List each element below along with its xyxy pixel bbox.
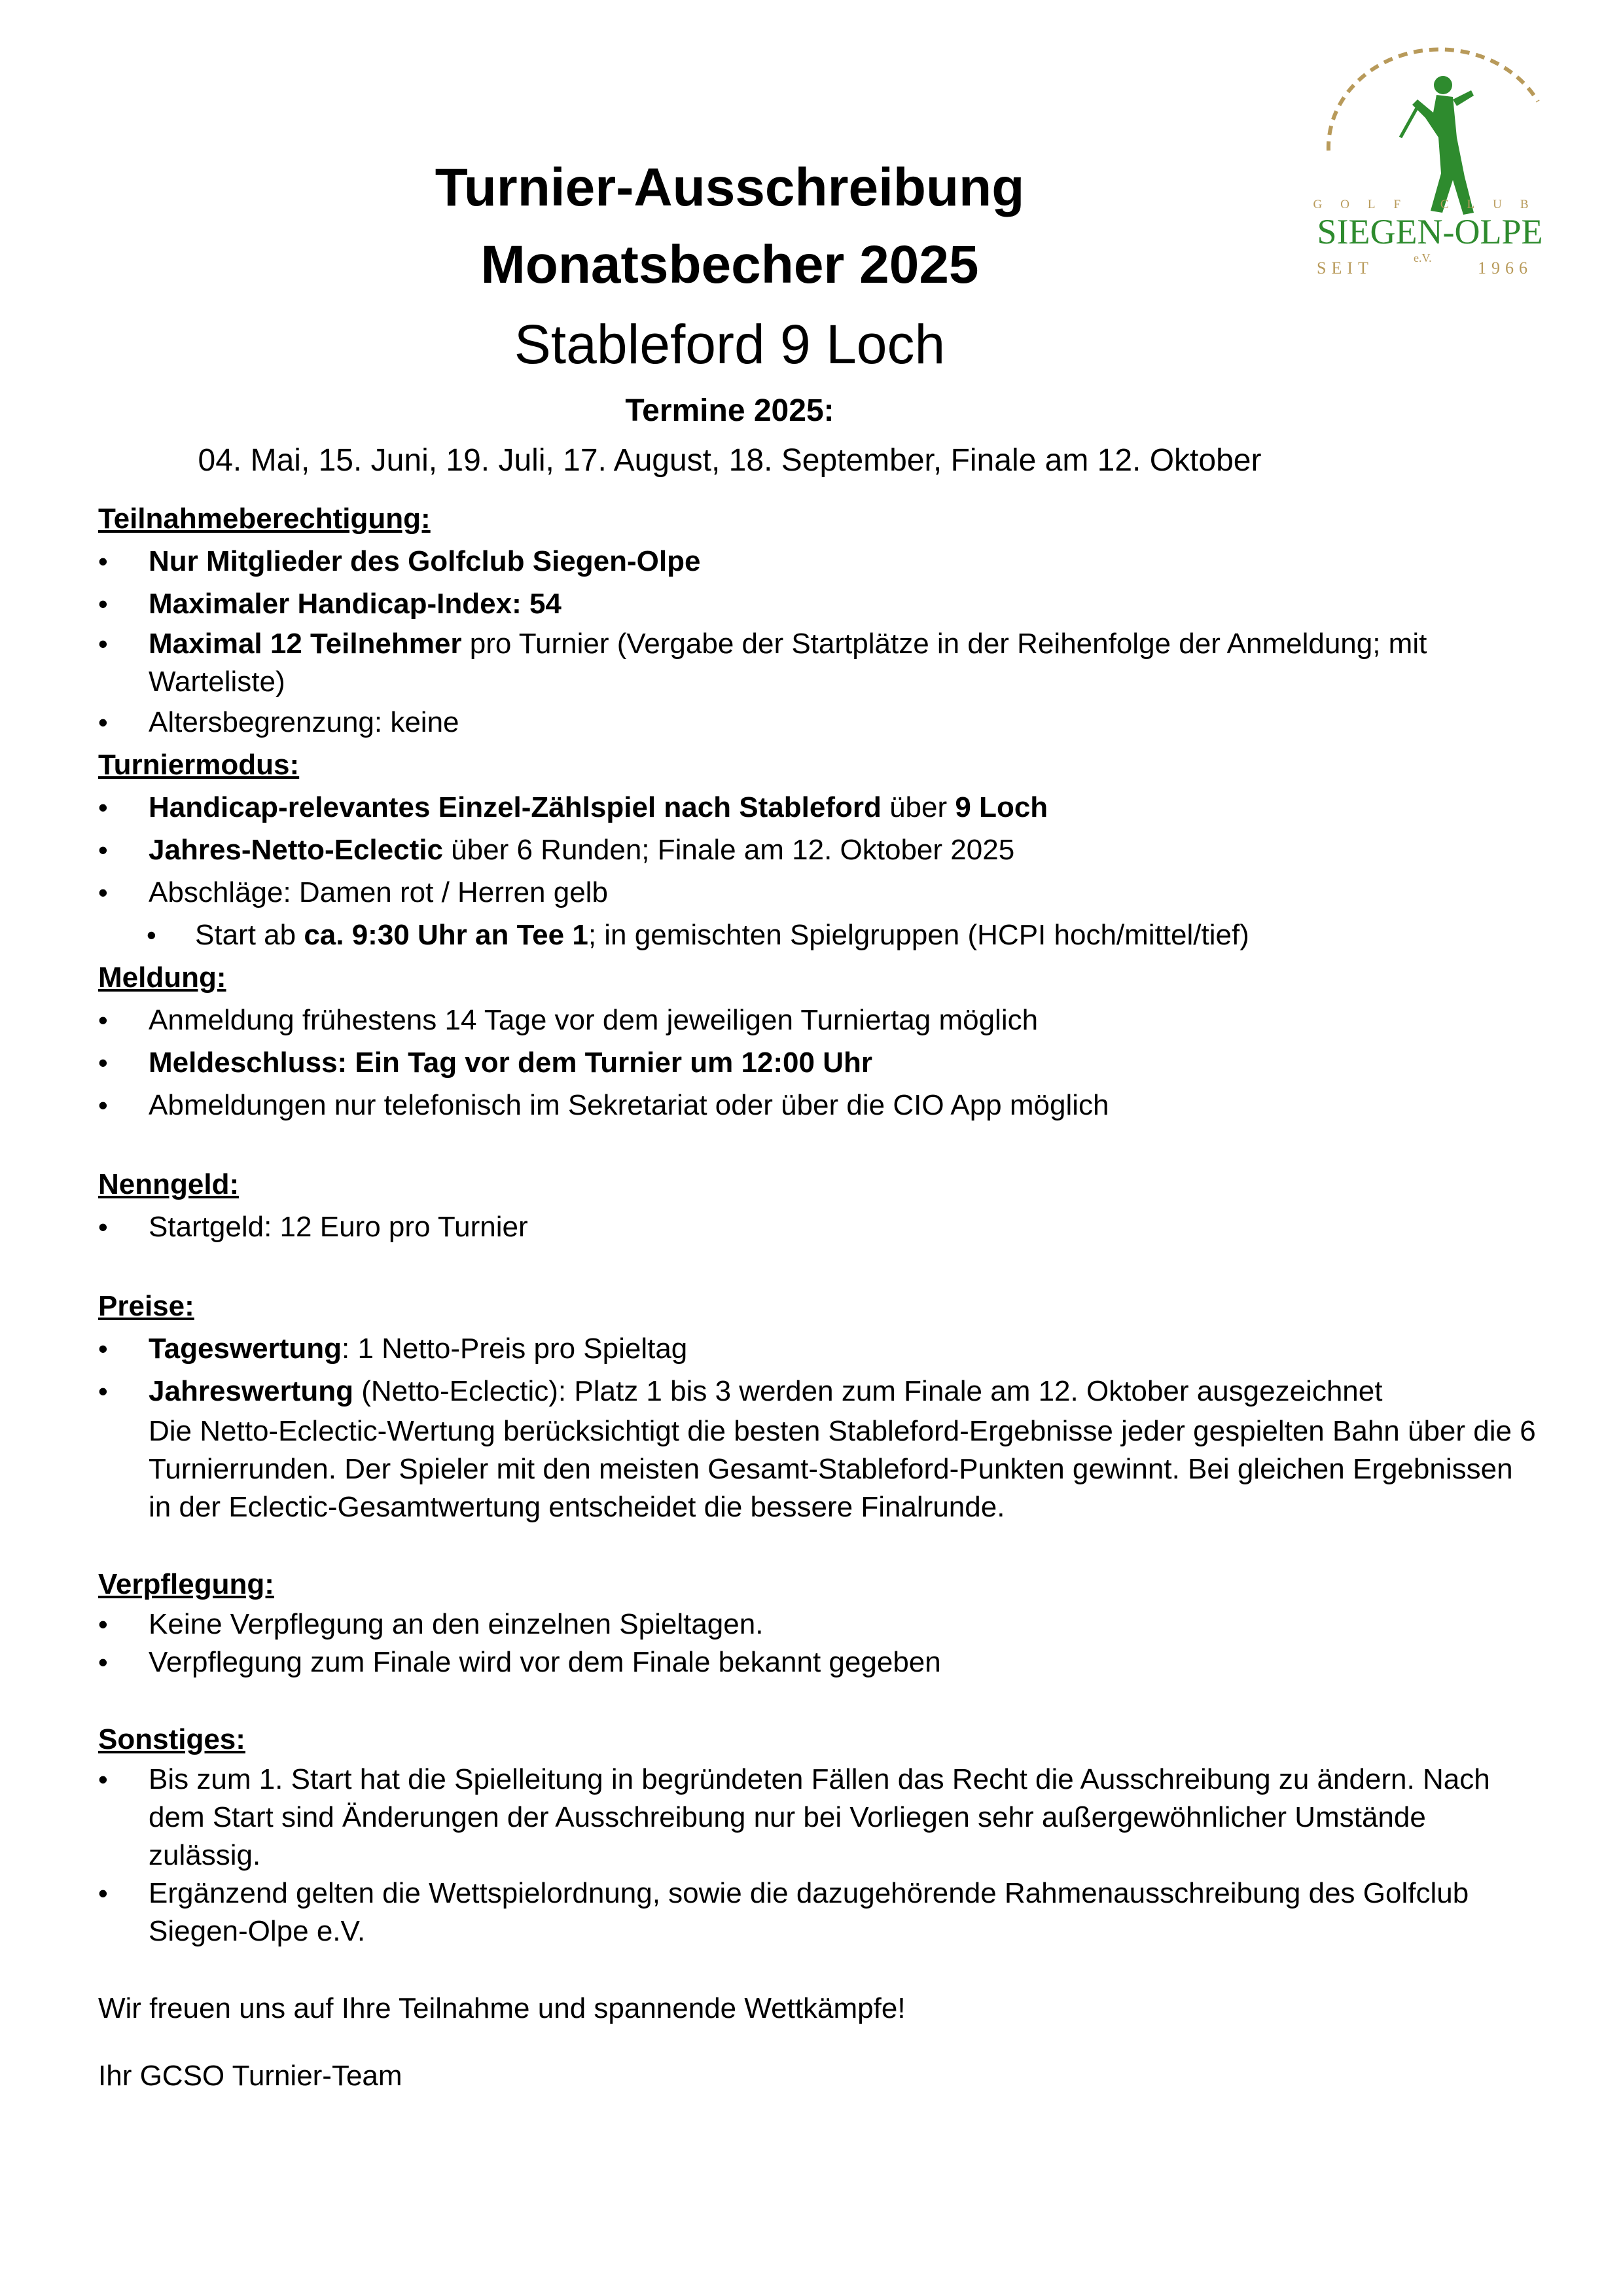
logo-ev: e.V. [1414, 251, 1432, 264]
list-nenngeld [98, 1206, 1538, 1248]
list-item: • Verpflegung zum Finale wird vor dem Finale bekannt gegeben [98, 1643, 1538, 1681]
list-item: • Jahres-Netto-Eclectic über 6 Runden; Finale am 12. Oktober 2025 [98, 829, 1538, 871]
heading-meldung: Meldung: [98, 961, 226, 994]
page-title: Turnier-Ausschreibung [435, 158, 1025, 217]
list-item: • Ergänzend gelten die Wettspielordnung, sowie die dazugehörende Rahmenausschreibung des Golfclub Siegen-Olpe e.V. [98, 1874, 1538, 1950]
eclectic-explanation: Die Netto-Eclectic-Wertung berücksichtigt die besten Stableford-Ergebnisse jeder gespielten Bahn über die 6 Turnierrunden. Der Spieler mit den meisten Gesamt-Stableford-Punkten gewinnt. Bei gleichen Ergebnissen in der Eclectic-Gesamtwertung entscheidet die bessere Finalrunde. [149, 1415, 1536, 1523]
list-item: • Abschläge: Damen rot / Herren gelb [98, 871, 1538, 914]
list-item: • Meldeschluss: Ein Tag vor dem Turnier um 12:00 Uhr [98, 1041, 1538, 1084]
format-line: Stableford 9 Loch [514, 314, 946, 375]
logo-year: 1966 [1478, 259, 1533, 278]
heading-sonstiges: Sonstiges: [98, 1723, 245, 1755]
list-item: • Jahreswertung (Netto-Eclectic): Platz 1 bis 3 werden zum Finale am 12. Oktober ausgezeichnet [98, 1370, 1538, 1412]
list-item: • Keine Verpflegung an den einzelnen Spieltagen. [98, 1605, 1538, 1643]
list-item: • Start ab ca. 9:30 Uhr an Tee 1; in gemischten Spielgruppen (HCPI hoch/mittel/tief) [98, 914, 1538, 956]
termine-dates: 04. Mai, 15. Juni, 19. Juli, 17. August, 18. September, Finale am 12. Oktober [198, 443, 1262, 478]
heading-verpflegung: Verpflegung: [98, 1568, 274, 1600]
list-item: • Abmeldungen nur telefonisch im Sekretariat oder über die CIO App möglich [98, 1084, 1538, 1126]
list-item: • Nur Mitglieder des Golfclub Siegen-Olpe [98, 540, 1538, 583]
heading-turniermodus: Turniermodus: [98, 749, 300, 781]
list-item: • Maximaler Handicap-Index: 54 [98, 583, 1538, 625]
closing-line: Wir freuen uns auf Ihre Teilnahme und spannende Wettkämpfe! [98, 1992, 906, 2024]
list-item: • Bis zum 1. Start hat die Spielleitung in begründeten Fällen das Recht die Ausschreibung zu ändern. Nach dem Start sind Änderungen der Ausschreibung nur bei Vorliegen sehr außergewöhnlicher Umstände zulässig. [98, 1761, 1538, 1874]
heading-preise: Preise: [98, 1290, 194, 1322]
list-item: • Altersbegrenzung: keine [98, 701, 1538, 744]
list-meldung [98, 999, 1538, 1126]
list-item: • Maximal 12 Teilnehmer pro Turnier (Vergabe der Startplätze in der Reihenfolge der Anmeldung; mit Warteliste) [98, 625, 1538, 701]
heading-nenngeld: Nenngeld: [98, 1168, 240, 1200]
logo-name: SIEGEN-OLPE [1317, 212, 1543, 251]
page-subtitle: Monatsbecher 2025 [480, 235, 979, 295]
logo-letters-top: GOLF CLUB [1313, 198, 1547, 211]
list-verpflegung [98, 1605, 1538, 1681]
list-item: • Startgeld: 12 Euro pro Turnier [98, 1206, 1538, 1248]
heading-teilnahme: Teilnahmeberechtigung: [98, 503, 431, 535]
list-teilnahme [98, 540, 1538, 744]
list-item: • Handicap-relevantes Einzel-Zählspiel nach Stableford über 9 Loch [98, 786, 1538, 829]
document-body [98, 497, 1538, 2097]
list-item: • Tageswertung: 1 Netto-Preis pro Spieltag [98, 1327, 1538, 1370]
list-preise [98, 1327, 1538, 1412]
logo-seit: SEIT [1317, 259, 1374, 278]
termine-label: Termine 2025: [625, 393, 834, 428]
list-turniermodus [98, 786, 1538, 956]
signature-line: Ihr GCSO Turnier-Team [98, 2060, 402, 2092]
list-item: • Anmeldung frühestens 14 Tage vor dem jeweiligen Turniertag möglich [98, 999, 1538, 1041]
list-sonstiges [98, 1761, 1538, 1950]
